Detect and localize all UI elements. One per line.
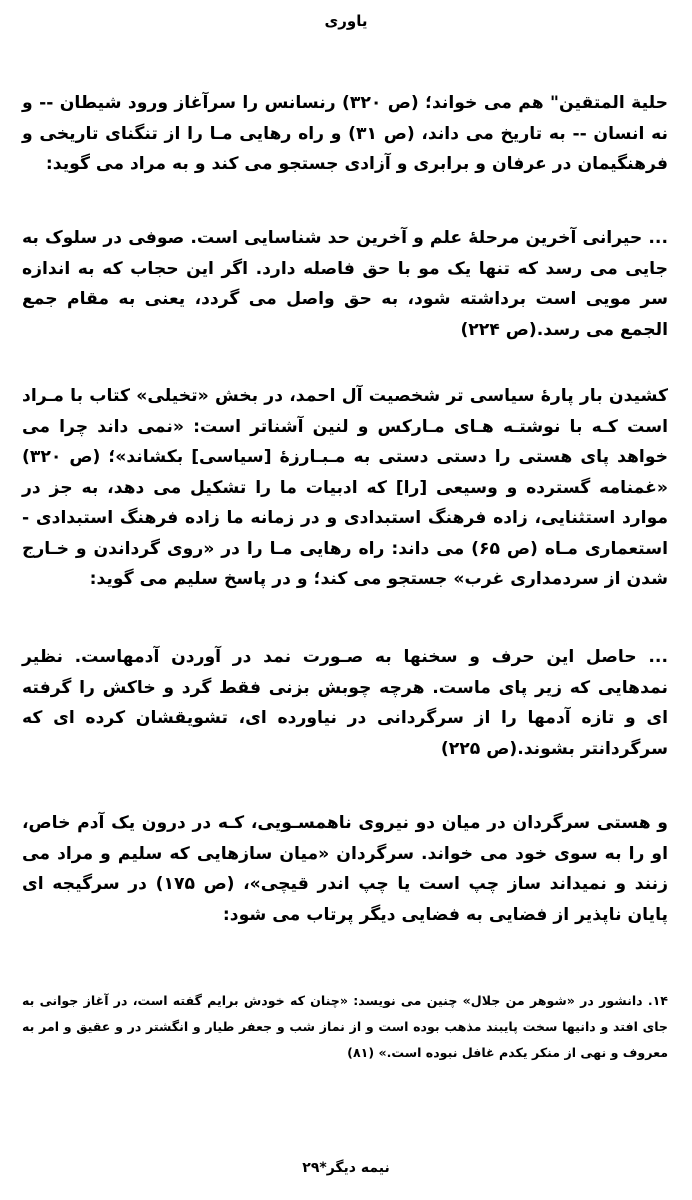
block-quote-2: ... حاصل این حرف و سخنها به صـورت نمد در آوردن آدمهاست. نظیر نمدهایی که زیر پای ماست. هرچه چوبش بزنی فقط گرد و خاکش را گرفته ای و تازه آدمها را از سرگردانی در نیاورده ای، تشویقشان کرده ای که سرگردانتر بشوند.(ص ۲۲۵) <box>22 647 668 759</box>
page-footer: نیمه دیگر*۲۹ <box>302 1160 390 1176</box>
body-paragraph-1: حلیة المتقین" هم می خواند؛ (ص ۳۲۰) رنسانس را سرآغاز ورود شیطان -- و نه انسان -- به تاریخ می داند، (ص ۳۱) و راه رهایی مـا را از تنگنای تاریخی و فرهنگیمان در عرفان و برابری و آزادی جستجو می کند و به مراد می گوید: <box>22 93 668 174</box>
block-quote-1: ... حیرانی آخرین مرحلهٔ علم و آخرین حد شناسایی است. صوفی در سلوک به جایی می رسد که تنها یک مو با حق فاصله دارد. اگر این حجاب که به اندازه سر مویی است برداشته شود، به حق واصل می گردد، یعنی به مقام جمع الجمع می رسد.(ص ۲۲۴) <box>22 228 668 340</box>
body-paragraph-2: کشیدن بار پارهٔ سیاسی تر شخصیت آل احمد، در بخش «تخیلی» کتاب با مـراد است کـه با نوشتـه هـای مـارکس و لنین آشناتر است: «نمی داند چرا می خواهد پای هستی را دستی دستی به مـبـارزهٔ [سیاسی] بکشاند»؛ (ص ۳۲۰) «غمنامه گسترده و وسیعی [را] که ادبیات ما را تشکیل می دهد، به جز در موارد استثنایی، زاده فرهنگ استبدادی و در زمانه ما زاده فرهنگ استبدادی - استعماری مـاه (ص ۶۵) می داند: راه رهایی مـا را در «روی گرداندن و خـارج شدن از سردمداری غرب» جستجو می کند؛ و در پاسخ سلیم می گوید: <box>22 386 668 589</box>
running-header: یاوری <box>324 12 368 30</box>
body-paragraph-3: و هستی سرگردان در میان دو نیروی ناهمسـویی، کـه در درون یک آدم خاص، او را به سوی خود می خواند. سرگردان «میان سازهایی که سلیم و مراد می زنند و نمیداند ساز چپ است یا چپ اندر قیچی»، (ص ۱۷۵) در سرگیجه ای پایان ناپذیر از فضایی به فضایی دیگر پرتاب می شود: <box>22 813 668 925</box>
footnote: ۱۴. دانشور در «شوهر من جلال» چنین می نویسد: «چنان که خودش برایم گفته است، در آغاز جوانی به جای افتد و دانیها سخت پایبند مذهب بوده است و از نماز شب و جعفر طیار و انگشتر در و عقیق و امر به معروف و نهی از منکر یکدم غافل نبوده است.» (۸۱) <box>22 993 668 1060</box>
